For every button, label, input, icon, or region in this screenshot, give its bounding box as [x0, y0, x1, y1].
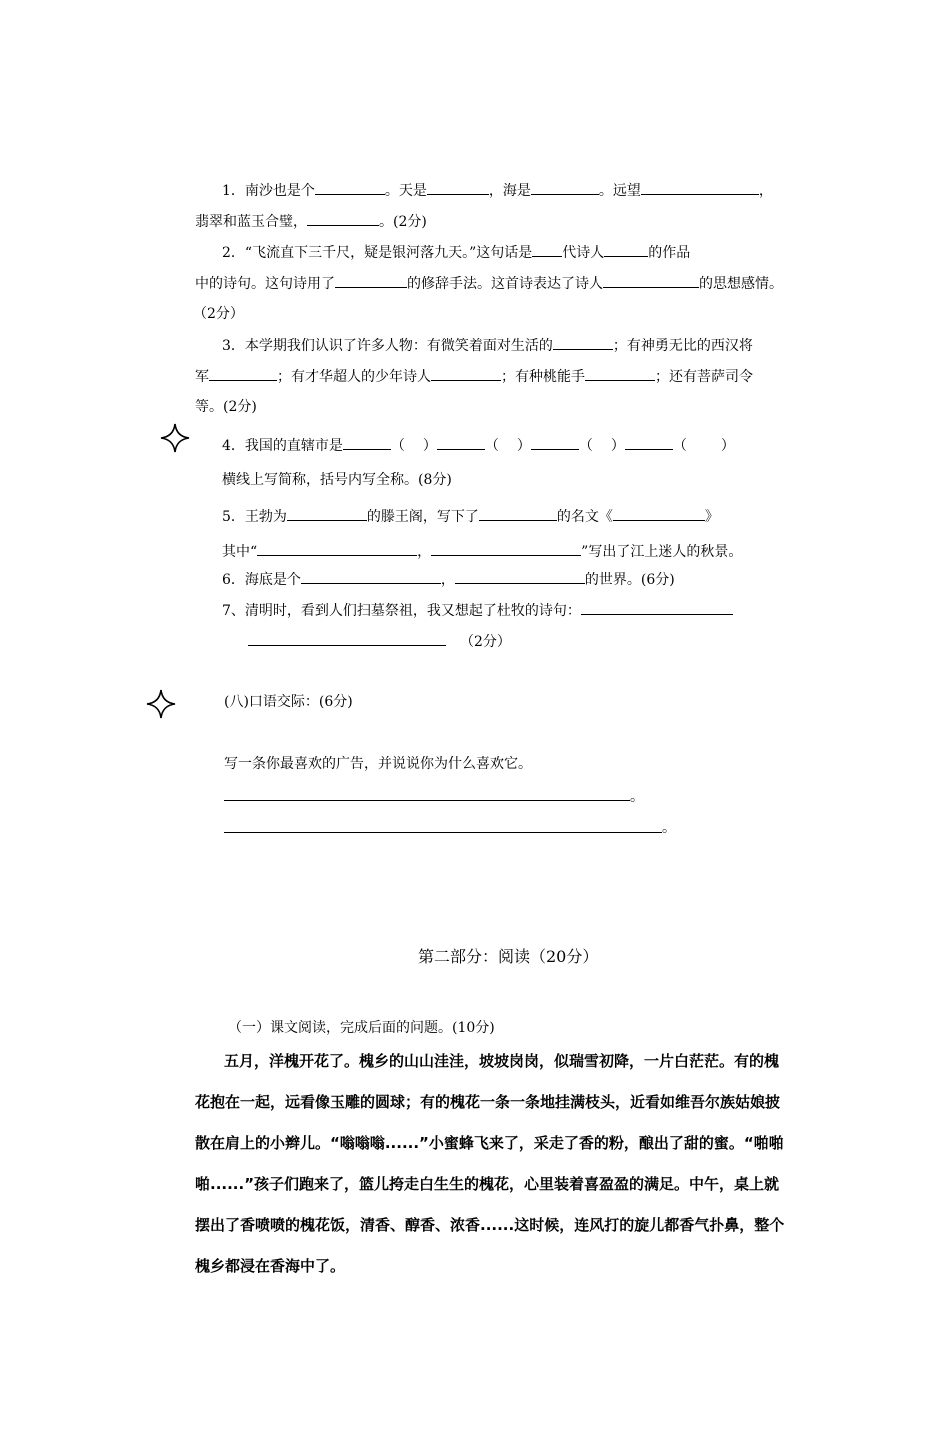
q3-blank-4[interactable] — [585, 366, 655, 381]
q4-paren-open-4: （ — [672, 438, 687, 454]
q4-paren-close-3: ） — [610, 438, 625, 454]
q5-line1 — [222, 506, 719, 527]
q4-line1 — [222, 435, 735, 456]
oral-line-end-1: 。 — [630, 789, 644, 805]
q4-text-d: 横线上写简称，括号内写全称。(8分) — [222, 472, 452, 488]
passage-line: 五月，洋槐开花了。槐乡的山山洼洼，坡坡岗岗，似瑞雪初降，一片白茫茫。有的槐 — [224, 1052, 780, 1070]
q6-blank-2[interactable] — [455, 569, 585, 584]
q1-text-f: 翡翠和蓝玉合璧， — [195, 214, 307, 230]
q5-blank-5[interactable] — [431, 541, 581, 556]
passage-line: 花抱在一起，远看像玉雕的圆球；有的槐花一条一条地挂满枝头，近看如维吾尔族姑娘披 — [195, 1093, 781, 1111]
q4-blank-4[interactable] — [625, 435, 673, 450]
q1-text-d: 。远望 — [598, 183, 641, 199]
q2-line3 — [193, 304, 244, 324]
q3-text-f: ；还有菩萨司令 — [655, 369, 753, 385]
q2-blank-1[interactable] — [532, 242, 562, 257]
q3-text-b: ；有神勇无比的西汉将 — [612, 338, 753, 354]
q3-blank-1[interactable] — [553, 335, 613, 350]
q3-blank-2[interactable] — [209, 366, 277, 381]
q1-line1 — [222, 180, 773, 201]
q4-blank-1[interactable] — [343, 435, 391, 450]
q2-text-e: 的修辞手法。这首诗表达了诗人 — [407, 276, 603, 292]
q7-text-a: 7、清明时，看到人们扫墓祭祖，我又想起了杜牧的诗句： — [222, 603, 581, 619]
q6-text-c: 的世界。(6分) — [584, 572, 675, 588]
q2-blank-3[interactable] — [335, 273, 407, 288]
q4-paren-close-1: ） — [422, 438, 437, 454]
q1-blank-5[interactable] — [307, 211, 379, 226]
q6-line — [222, 569, 675, 590]
q5-text-g: ”写出了江上迷人的秋景。 — [581, 544, 743, 560]
q4-line2 — [222, 470, 452, 490]
q2-blank-4[interactable] — [603, 273, 699, 288]
part2-title: 第二部分：阅读（20分） — [418, 947, 599, 966]
part2-subtitle: （一）课文阅读，完成后面的问题。(10分) — [228, 1020, 495, 1036]
q2-text-c: 的作品 — [648, 245, 691, 261]
q5-blank-2[interactable] — [479, 506, 557, 521]
q1-blank-3[interactable] — [531, 180, 599, 195]
q3-line1 — [222, 335, 753, 356]
passage-line: 散在肩上的小辫儿。“嗡嗡嗡......”小蜜蜂飞来了，采走了香的粉，酿出了甜的蜜。“啪啪 — [195, 1134, 784, 1152]
q5-blank-1[interactable] — [287, 506, 367, 521]
passage-line: 啪......”孩子们跑来了，篮儿挎走白生生的槐花，心里装着喜盈盈的满足。中午，桌上就 — [195, 1175, 780, 1193]
q4-paren-open-3: （ — [578, 438, 593, 454]
q4-paren-open-1: （ — [390, 438, 405, 454]
q4-blank-3[interactable] — [531, 435, 579, 450]
q3-line2 — [195, 366, 753, 387]
oral-prompt: 写一条你最喜欢的广告，并说说你为什么喜欢它。 — [224, 756, 532, 772]
passage-line: 摆出了香喷喷的槐花饭，清香、醇香、浓香......这时候，连风打的旋儿都香气扑鼻，整个 — [195, 1216, 785, 1234]
oral-title: (八)口语交际：(6分) — [224, 694, 353, 710]
q6-text-a: 6．海底是个 — [222, 572, 301, 588]
q1-blank-4[interactable] — [641, 180, 759, 195]
passage-line: 槐乡都浸在香海中了。 — [195, 1257, 346, 1275]
q5-line2 — [222, 541, 742, 562]
q3-line3 — [195, 397, 257, 417]
q2-text-f: 的思想感情。 — [699, 276, 783, 292]
q2-blank-2[interactable] — [604, 242, 648, 257]
q5-text-d: 》 — [704, 509, 719, 525]
oral-answer-line-2[interactable] — [224, 832, 662, 833]
q5-text-f: ， — [417, 544, 432, 560]
q1-blank-2[interactable] — [427, 180, 489, 195]
q4-paren-open-2: （ — [484, 438, 499, 454]
q7-line1 — [222, 600, 733, 621]
q3-text-d: ；有才华超人的少年诗人 — [277, 369, 431, 385]
q1-blank-1[interactable] — [315, 180, 385, 195]
q5-text-c: 的名文《 — [556, 509, 613, 525]
q1-text-c: ，海是 — [488, 183, 531, 199]
q7-line2 — [248, 631, 511, 652]
q3-text-a: 3．本学期我们认识了许多人物：有微笑着面对生活的 — [222, 338, 553, 354]
q5-text-b: 的滕王阁，写下了 — [366, 509, 479, 525]
q1-text-e: ， — [758, 183, 773, 199]
q3-blank-3[interactable] — [431, 366, 501, 381]
q4-text-a: 4．我国的直辖市是 — [222, 438, 343, 454]
q2-line2 — [195, 273, 783, 294]
q3-text-g: 等。(2分) — [195, 399, 257, 415]
oral-answer-line-1[interactable] — [224, 800, 630, 801]
q2-text-b: 代诗人 — [562, 245, 605, 261]
q4-paren-close-4: ） — [720, 438, 735, 454]
q6-blank-1[interactable] — [301, 569, 441, 584]
q1-text-g: 。(2分) — [379, 214, 427, 230]
q2-text-a: 2．“飞流直下三千尺，疑是银河落九天。”这句话是 — [222, 245, 533, 261]
q7-blank-1[interactable] — [581, 600, 733, 615]
q7-blank-2[interactable] — [248, 631, 446, 646]
q2-line1 — [222, 242, 690, 263]
q3-text-e: ；有种桃能手 — [501, 369, 585, 385]
oral-line-end-2: 。 — [662, 820, 676, 836]
q5-blank-4[interactable] — [257, 541, 417, 556]
q3-text-c: 军 — [195, 369, 209, 385]
q5-blank-3[interactable] — [613, 506, 705, 521]
q5-text-a: 5．王勃为 — [222, 509, 287, 525]
q1-text-b: 。天是 — [384, 183, 427, 199]
q4-blank-2[interactable] — [437, 435, 485, 450]
q5-text-e: 其中“ — [222, 544, 258, 560]
q4-paren-close-2: ） — [516, 438, 531, 454]
q2-text-d: 中的诗句。这句诗用了 — [195, 276, 335, 292]
four-point-star-icon — [159, 422, 191, 454]
q7-text-b: （2分） — [460, 634, 511, 650]
q1-text-a: 1．南沙也是个 — [222, 183, 315, 199]
q1-line2 — [195, 211, 427, 232]
q2-text-g: （2分） — [193, 306, 244, 322]
four-point-star-icon — [145, 688, 177, 720]
q6-text-b: ， — [440, 572, 455, 588]
